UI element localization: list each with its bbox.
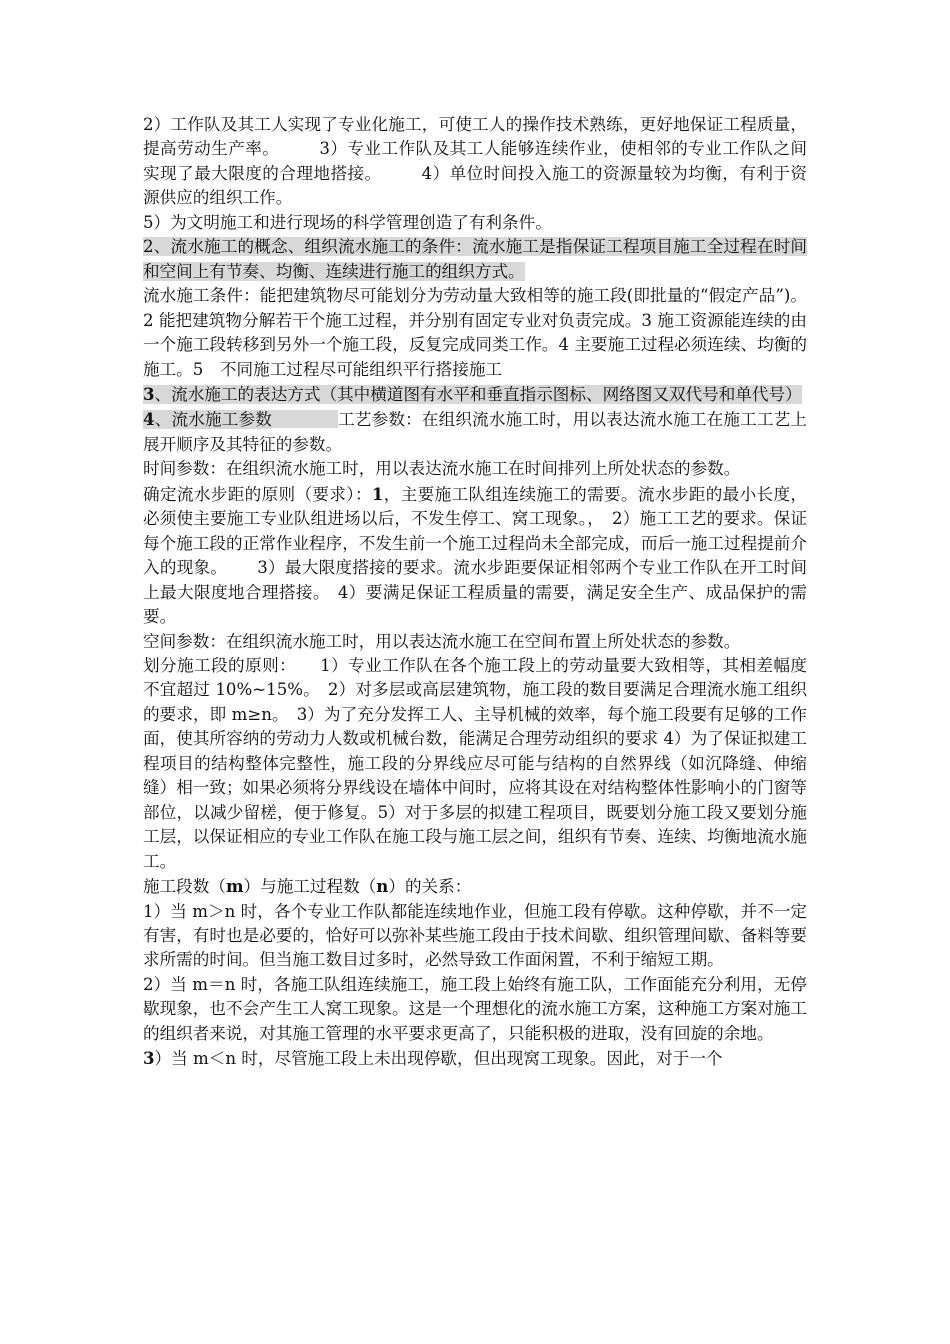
paragraph-m-equal-n: 2）当 m＝n 时，各施工队组连续施工，施工段上始终有施工队，工作面能充分利用，无停歇现象，也不会产生工人窝工现象。这是一个理想化的流水施工方案，这种施工方案对施工的组织者来说，对其施工管理的水平要求更高了，只能积极的进取，没有回旋的余地。 [143,974,807,1043]
section-4-heading: 4、流水施工参数 [143,409,272,430]
section-2-heading: 2、流水施工的概念、组织流水施工的条件：流水施工是指保证工程项目施工全过程在时间和空间上有节奏、均衡、连续进行施工的组织方式。 [143,237,807,281]
paragraph-m-greater-n: 1）当 m＞n 时，各个专业工作队都能连续地作业，但施工段有停歇。这种停歇，并不一定有害，有时也是必要的，恰好可以弥补某些施工段由于技术间歇、组织管理间歇、备料等要求所需的时间。但当施工数目过多时，必然导致工作面闲置，不利于缩短工期。 [143,901,807,970]
paragraph-section-3 [143,382,807,407]
paragraph-section-4 [143,407,807,457]
process-parameters: 工艺参数：在组织流水施工时，用以表达流水施工在施工工艺上展开顺序及其特征的参数。 [143,410,808,454]
paragraph-flow-conditions: 流水施工条件：能把建筑物尽可能划分为劳动量大致相等的施工段(即批量的“假定产品”)。2 能把建筑物分解若干个施工过程，并分别有固定专业对负责完成。3 施工资源能连续的由一个施工段转移到另外一个施工段，反复完成同类工作。4 主要施工过程必须连续、均衡的施工。5 不同施工过程尽可能组织平行搭接施工 [143,286,807,379]
advantage-3: 3）专业工作队及其工人能够连续作业，使相邻的专业工作队之间实现了最大限度的合理地搭接。 [143,139,808,183]
document-page [143,113,807,1072]
paragraph-advantage-5: 5）为文明施工和进行现场的科学管理创造了有利条件。 [143,212,552,232]
paragraph-segment-principles: 划分施工段的原则： 1）专业工作队在各个施工段上的劳动量要大致相等，其相差幅度不宜超过 10%~15%。 2）对多层或高层建筑物，施工段的数目要满足合理流水施工组织的要求，即 m≥n。 3）为了充分发挥工人、主导机械的效率，每个施工段要有足够的工作面，使其所容纳的劳动力人数或机械台数，能满足合理劳动组织的要求 4）为了保证拟建工程项目的结构整体完整性，施工段的分界线应尽可能与结构的自然界线（如沉降缝、伸缩缝）相一致；如果必须将分界线设在墙体中间时，应将其设在对结构整体性影响小的门窗等部位，以减少留槎，便于修复。5）对于多层的拟建工程项目，既要划分施工段又要划分施工层，以保证相应的专业工作队在施工段与施工层之间，组织有节奏、连续、均衡地流水施工。 [143,655,807,871]
advantage-2: 2）工作队及其工人实现了专业化施工，可使工人的操作技术熟练，更好地保证工程质量，提高劳动生产率。 [143,115,807,159]
paragraph-m-n-relation: 施工段数（m）与施工过程数（n）的关系： [143,876,472,897]
advantage-4: 4）单位时间投入施工的资源量较为均衡，有利于资源供应的组织工作。 [143,163,807,208]
paragraph-space-parameters: 空间参数：在组织流水施工时，用以表达流水施工在空间布置上所处状态的参数。 [143,631,741,651]
paragraph-advantages [143,113,807,211]
paragraph-step-principles: 确定流水步距的原则（要求）：1，主要施工队组连续施工的需要。流水步距的最小长度，必须使主要施工专业队组进场以后，不发生停工、窝工现象。， 2）施工工艺的要求。保证每个施工段的正常作业程序，不发生前一个施工过程尚未全部完成，而后一施工过程提前介入的现象。 3）最大限度搭接的要求。流水步距要保证相邻两个专业工作队在开工时间上最大限度地合理搭接。 4）要满足保证工程质量的需要，满足安全生产、成品保护的需要。 [143,483,808,627]
highlight-pad [272,410,338,428]
paragraph-time-parameters: 时间参数：在组织流水施工时，用以表达流水施工在时间排列上所处状态的参数。 [143,459,741,479]
paragraph-m-less-n: 3）当 m＜n 时，尽管施工段上未出现停歇，但出现窝工现象。因此，对于一个 [143,1048,723,1069]
paragraph-section-2 [143,235,807,284]
section-3-heading: 3、流水施工的表达方式（其中横道图有水平和垂直指示图标、网络图又双代号和单代号） [143,383,802,404]
